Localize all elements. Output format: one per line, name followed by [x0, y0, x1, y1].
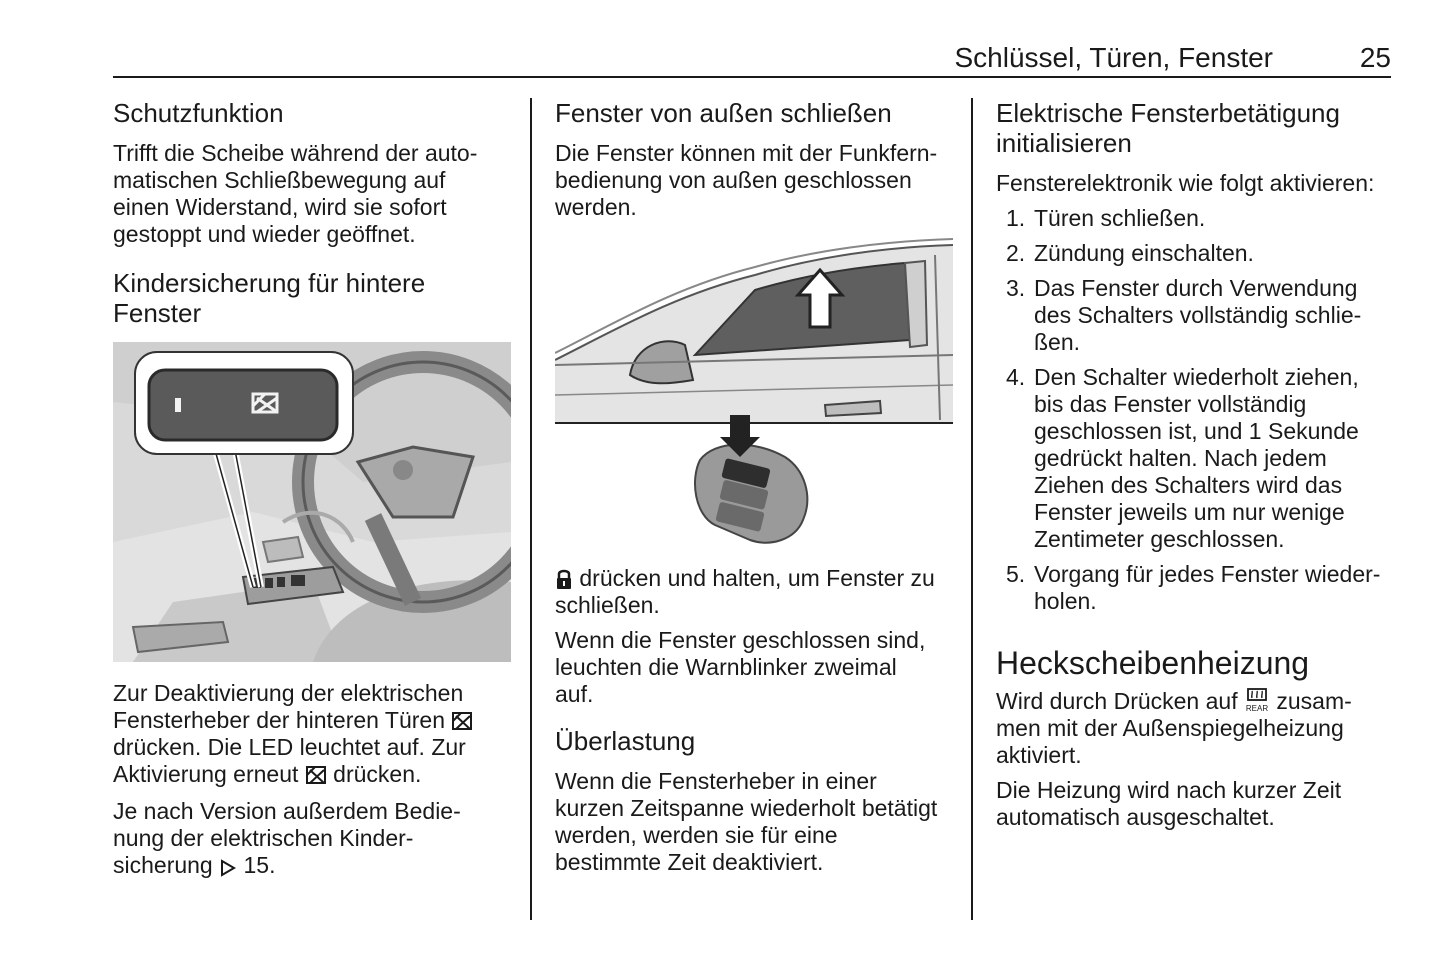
- column-1: [113, 98, 511, 879]
- heading-kindersicherung: Kindersicherung für hintere Fenster: [113, 268, 426, 328]
- para-schutzfunktion: Trifft die Scheibe während der auto- matischen Schließbewegung auf einen Widerstand, wird sie sofort gestoppt und wieder geöffnet.: [113, 140, 478, 247]
- steps-list: [996, 205, 1394, 615]
- para-warnblinker: Wenn die Fenster geschlossen sind, leuchten die Warnblinker zweimal auf.: [555, 627, 926, 707]
- window-lock-icon: [305, 764, 327, 786]
- svg-text:REAR: REAR: [1245, 704, 1269, 713]
- child-lock-switch-illustration: [113, 342, 511, 662]
- para-ueberlastung: Wenn die Fensterheber in einer kurzen Zeitspanne wiederholt betätigt werden, werden sie für eine bestimmte Zeit deaktiviert.: [555, 768, 938, 875]
- list-item: 4. Den Schalter wiederholt ziehen, bis das Fenster vollständig geschlossen ist, und 1 Sekunde gedrückt halten. Nach jedem Ziehen des Schalters wird das Fenster jeweils um nur wenige Zentimeter geschlossen.: [1006, 364, 1359, 552]
- page-number: 25: [1359, 42, 1391, 73]
- list-item: 3. Das Fenster durch Verwendung des Schalters vollständig schlie- ßen.: [1006, 275, 1362, 355]
- remote-key-fob: [695, 415, 807, 543]
- column-divider: [530, 98, 532, 920]
- heading-fenster-aussen: Fenster von außen schließen: [555, 98, 892, 128]
- heading-schutzfunktion: Schutzfunktion: [113, 98, 284, 128]
- page-header: [113, 40, 1391, 78]
- rear-defrost-icon: [1244, 687, 1270, 713]
- page-title: Schlüssel, Türen, Fenster: [954, 42, 1273, 73]
- heading-heckscheibenheizung: Heckscheibenheizung: [996, 645, 1310, 681]
- heading-initialisieren: Elektrische Fensterbetätigung initialisieren: [996, 98, 1340, 158]
- remote-window-closing-illustration: [555, 235, 953, 553]
- para-lock-button: drücken und halten, um Fenster zu schließen.: [555, 565, 935, 618]
- para-heckscheibenheizung: Wird durch Drücken auf REAR zusam- men mit der Außenspiegelheizung aktiviert.: [996, 688, 1352, 768]
- page-reference-arrow-icon: [219, 859, 237, 877]
- lock-icon: [555, 568, 573, 590]
- window-lock-icon: [451, 710, 473, 732]
- para-deaktivierung: Zur Deaktivierung der elektrischen Fensterheber der hinteren Türen drücken. Die LED leuchtet auf. Zur Aktivierung erneut drücken.: [113, 680, 511, 788]
- para-version: Je nach Version außerdem Bedie- nung der elektrischen Kinder- sicherung 15.: [113, 798, 461, 878]
- para-fenster-aussen: Die Fenster können mit der Funkfern- bedienung von außen geschlossen werden.: [555, 140, 938, 220]
- list-item: 2. Zündung einschalten.: [1006, 240, 1254, 266]
- list-item: 5. Vorgang für jedes Fenster wieder- holen.: [1006, 561, 1381, 614]
- column-3: [996, 98, 1394, 831]
- list-item: 1. Türen schließen.: [1006, 205, 1206, 231]
- column-2: [555, 98, 953, 876]
- column-divider: [971, 98, 973, 920]
- page-reference[interactable]: 15.: [243, 852, 276, 878]
- heading-ueberlastung: Überlastung: [555, 726, 696, 756]
- para-heizung: Die Heizung wird nach kurzer Zeit automatisch ausgeschaltet.: [996, 777, 1342, 830]
- para-initialisieren: Fensterelektronik wie folgt aktivieren:: [996, 170, 1375, 196]
